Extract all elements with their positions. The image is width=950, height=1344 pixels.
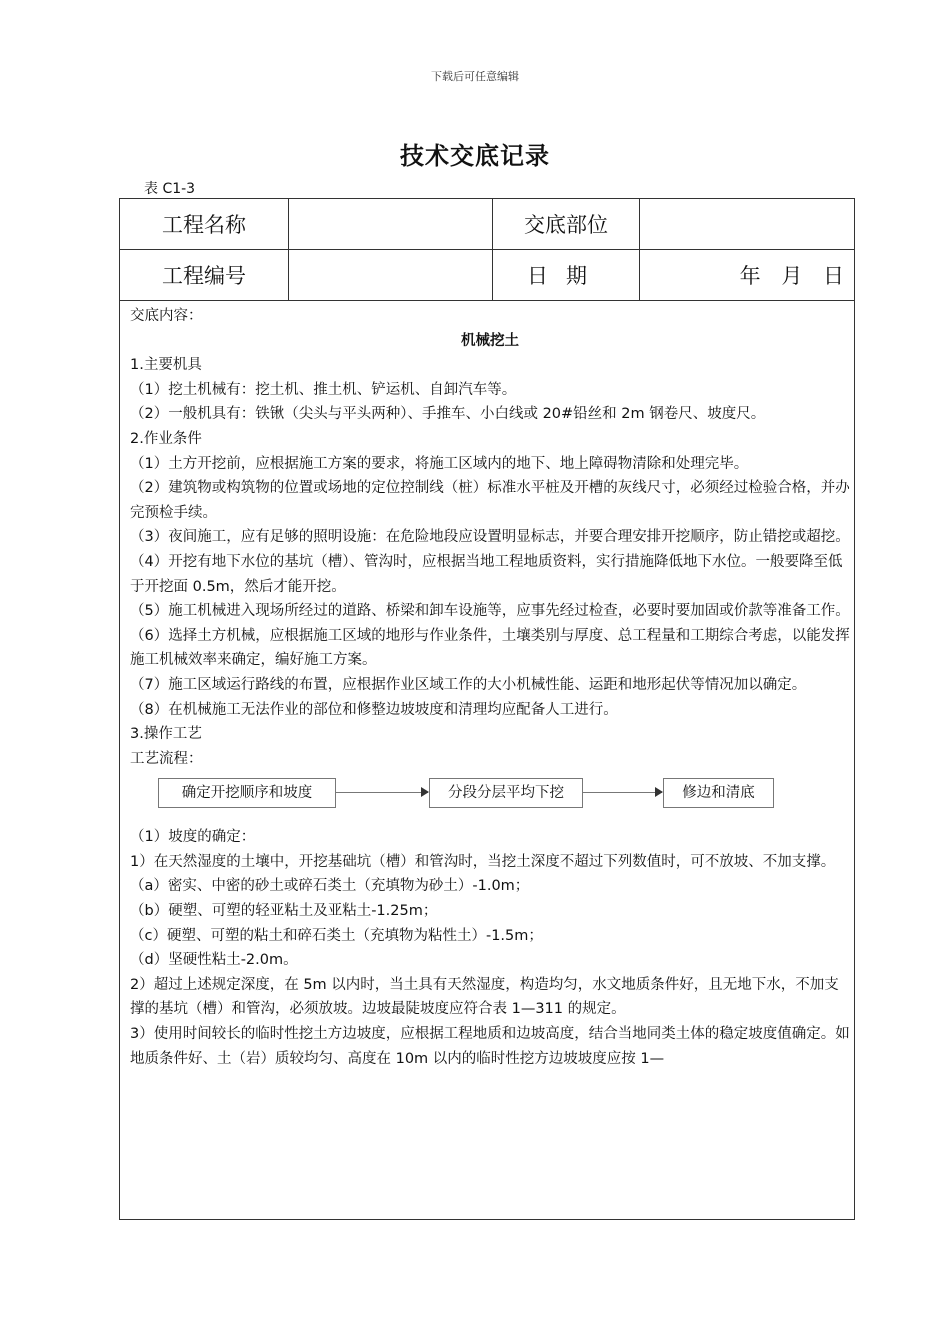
project-number-value[interactable] [289, 250, 493, 300]
content-line: 工艺流程： [130, 750, 203, 767]
section-heading: 1.主要机具 [130, 357, 202, 374]
page-header-note: 下载后可任意编辑 [431, 70, 519, 83]
record-form [119, 198, 855, 1220]
handover-content [130, 304, 850, 1071]
content-line: （c）硬塑、可塑的粘土和碎石类土（充填物为粘性土）-1.5m； [130, 927, 543, 944]
flow-arrow [583, 792, 662, 793]
content-line: （4）开挖有地下水位的基坑（槽）、管沟时，应根据当地工程地质资料，实行措施降低地下水位。一般要降至低于开挖面 0.5m，然后才能开挖。 [130, 553, 843, 595]
content-line: 2）超过上述规定深度，在 5m 以内时，当土具有天然湿度，构造均匀，水文地质条件好，且无地下水，不加支撑的基坑（槽）和管沟，必须放坡。边坡最陡坡度应符合表 1—311 的规定。 [130, 976, 839, 1018]
flow-step-2: 分段分层平均下挖 [429, 778, 583, 808]
content-line: （8）在机械施工无法作业的部位和修整边坡坡度和清理均应配备人工进行。 [130, 701, 618, 718]
content-line: （1）挖土机械有：挖土机、推土机、铲运机、自卸汽车等。 [130, 381, 517, 398]
content-subject: 机械挖土 [461, 332, 519, 349]
project-number-label: 工程编号 [120, 250, 289, 300]
flow-step-1: 确定开挖顺序和坡度 [158, 778, 336, 808]
flow-arrow [336, 792, 428, 793]
content-line: （d）坚硬性粘土-2.0m。 [130, 952, 298, 969]
content-label: 交底内容： [130, 308, 203, 324]
flow-step-3: 修边和清底 [663, 778, 774, 808]
project-name-label: 工程名称 [120, 199, 289, 249]
header-row-2 [120, 250, 854, 301]
content-line: （1）土方开挖前，应根据施工方案的要求，将施工区域内的地下、地上障碍物清除和处理完毕。 [130, 455, 749, 472]
process-flow-diagram [130, 771, 850, 825]
handover-location-label: 交底部位 [493, 199, 640, 249]
document-title: 技术交底记录 [400, 142, 550, 170]
date-label: 日期 [493, 250, 640, 300]
content-line: 3）使用时间较长的临时性挖土方边坡度，应根据工程地质和边坡高度，结合当地同类土体的稳定坡度值确定。如地质条件好、土（岩）质较均匀、高度在 10m 以内的临时性挖方边坡坡度应按 1— [130, 1026, 850, 1067]
content-line: （2）建筑物或构筑物的位置或场地的定位控制线（桩）标准水平桩及开槽的灰线尺寸，必须经过检验合格，并办完预检手续。 [130, 480, 850, 521]
project-name-value[interactable] [289, 199, 493, 249]
form-code: 表 C1-3 [144, 181, 196, 197]
content-line: 1）在天然湿度的土壤中，开挖基础坑（槽）和管沟时，当挖土深度不超过下列数值时，可不放坡、不加支撑。 [130, 853, 836, 870]
content-line: （5）施工机械进入现场所经过的道路、桥梁和卸车设施等，应事先经过检查，必要时要加固或价款等准备工作。 [130, 603, 850, 620]
content-line: （3）夜间施工，应有足够的照明设施：在危险地段应设置明显标志，并要合理安排开挖顺序，防止错挖或超挖。 [130, 529, 850, 546]
content-line: （1）坡度的确定： [130, 829, 256, 846]
date-value[interactable]: 年 月 日 [739, 264, 844, 288]
section-heading: 3.操作工艺 [130, 726, 202, 743]
section-heading: 2.作业条件 [130, 430, 202, 447]
content-line: （a）密实、中密的砂土或碎石类土（充填物为砂土）-1.0m； [130, 878, 530, 895]
header-row-1 [120, 199, 854, 250]
content-line: （b）硬塑、可塑的轻亚粘土及亚粘土-1.25m； [130, 903, 438, 920]
content-line: （2）一般机具有：铁锹（尖头与平头两种）、手推车、小白线或 20#铅丝和 2m 钢卷尺、坡度尺。 [130, 406, 766, 423]
content-line: （7）施工区域运行路线的布置，应根据作业区域工作的大小机械性能、运距和地形起伏等情况加以确定。 [130, 676, 807, 693]
handover-location-value[interactable] [640, 199, 854, 249]
content-line: （6）选择土方机械，应根据施工区域的地形与作业条件，土壤类别与厚度、总工程量和工期综合考虑，以能发挥施工机械效率来确定，编好施工方案。 [130, 627, 850, 669]
